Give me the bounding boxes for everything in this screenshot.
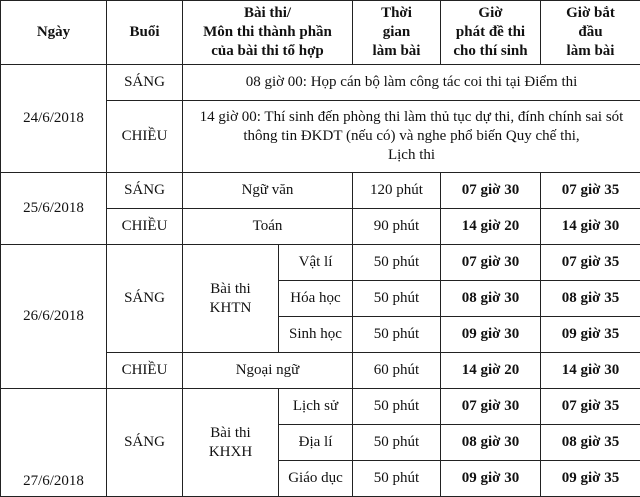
hand-out-cell: 07 giờ 30 [441, 173, 541, 209]
header-start-line: đầu [545, 23, 636, 42]
subject-cell: Vật lí [279, 245, 353, 281]
duration-cell: 50 phút [353, 461, 441, 497]
start-cell: 08 giờ 35 [541, 281, 640, 317]
session-cell: CHIỀU [107, 101, 183, 173]
header-duration-line: làm bài [357, 42, 436, 61]
session-cell: SÁNG [107, 245, 183, 353]
start-cell: 09 giờ 35 [541, 317, 640, 353]
hand-out-cell: 14 giờ 20 [441, 353, 541, 389]
header-start-line: làm bài [545, 42, 636, 61]
duration-cell: 50 phút [353, 281, 441, 317]
header-row [1, 1, 640, 65]
header-duration-line: gian [357, 23, 436, 42]
subject-cell: Ngoại ngữ [183, 353, 353, 389]
header-subject-line: Môn thi thành phần [187, 23, 348, 42]
hand-out-cell: 08 giờ 30 [441, 281, 541, 317]
subject-cell: Ngữ văn [183, 173, 353, 209]
header-hand-out-line: phát đề thi [445, 23, 536, 42]
start-cell: 07 giờ 35 [541, 245, 640, 281]
session-cell: SÁNG [107, 389, 183, 497]
hand-out-cell: 14 giờ 20 [441, 209, 541, 245]
start-cell: 14 giờ 30 [541, 353, 640, 389]
hand-out-cell: 09 giờ 30 [441, 317, 541, 353]
note-line: 14 giờ 00: Thí sinh đến phòng thi làm thủ tục dự thi, đính chính sai sót [187, 108, 636, 127]
header-subject [183, 1, 353, 65]
group-line: KHTN [187, 299, 274, 318]
header-subject-line: Bài thi/ [187, 4, 348, 23]
note-cell [183, 101, 640, 173]
table-row [1, 389, 640, 425]
start-cell: 07 giờ 35 [541, 173, 640, 209]
header-duration [353, 1, 441, 65]
date-cell: 24/6/2018 [1, 65, 107, 173]
start-cell: 08 giờ 35 [541, 425, 640, 461]
subject-cell: Toán [183, 209, 353, 245]
session-cell: SÁNG [107, 65, 183, 101]
note-line: thông tin ĐKDT (nếu có) và nghe phổ biến Quy chế thi, [187, 127, 636, 146]
start-cell: 14 giờ 30 [541, 209, 640, 245]
duration-cell: 50 phút [353, 425, 441, 461]
session-cell: CHIỀU [107, 209, 183, 245]
group-cell [183, 245, 279, 353]
subject-cell: Giáo dục [279, 461, 353, 497]
duration-cell: 50 phút [353, 317, 441, 353]
note-cell: 08 giờ 00: Họp cán bộ làm công tác coi thi tại Điểm thi [183, 65, 640, 101]
group-line: Bài thi [187, 280, 274, 299]
session-cell: CHIỀU [107, 353, 183, 389]
table-row [1, 65, 640, 101]
group-line: KHXH [187, 443, 274, 462]
header-duration-line: Thời [357, 4, 436, 23]
subject-cell: Hóa học [279, 281, 353, 317]
note-line: Lịch thi [187, 146, 636, 165]
header-hand-out-line: cho thí sinh [445, 42, 536, 61]
hand-out-cell: 09 giờ 30 [441, 461, 541, 497]
duration-cell: 60 phút [353, 353, 441, 389]
subject-cell: Địa lí [279, 425, 353, 461]
header-session: Buổi [107, 1, 183, 65]
start-cell: 09 giờ 35 [541, 461, 640, 497]
duration-cell: 120 phút [353, 173, 441, 209]
header-date: Ngày [1, 1, 107, 65]
hand-out-cell: 08 giờ 30 [441, 425, 541, 461]
table-row [1, 245, 640, 281]
subject-cell: Sinh học [279, 317, 353, 353]
header-hand-out-line: Giờ [445, 4, 536, 23]
group-cell [183, 389, 279, 497]
duration-cell: 50 phút [353, 389, 441, 425]
start-cell: 07 giờ 35 [541, 389, 640, 425]
hand-out-cell: 07 giờ 30 [441, 389, 541, 425]
date-cell: 25/6/2018 [1, 173, 107, 245]
session-cell: SÁNG [107, 173, 183, 209]
subject-cell: Lịch sử [279, 389, 353, 425]
hand-out-cell: 07 giờ 30 [441, 245, 541, 281]
duration-cell: 90 phút [353, 209, 441, 245]
date-cell: 27/6/2018 [1, 389, 107, 497]
header-subject-line: của bài thi tổ hợp [187, 42, 348, 61]
duration-cell: 50 phút [353, 245, 441, 281]
header-start [541, 1, 640, 65]
header-start-line: Giờ bắt [545, 4, 636, 23]
header-hand-out [441, 1, 541, 65]
table-row [1, 173, 640, 209]
group-line: Bài thi [187, 424, 274, 443]
date-cell: 26/6/2018 [1, 245, 107, 389]
